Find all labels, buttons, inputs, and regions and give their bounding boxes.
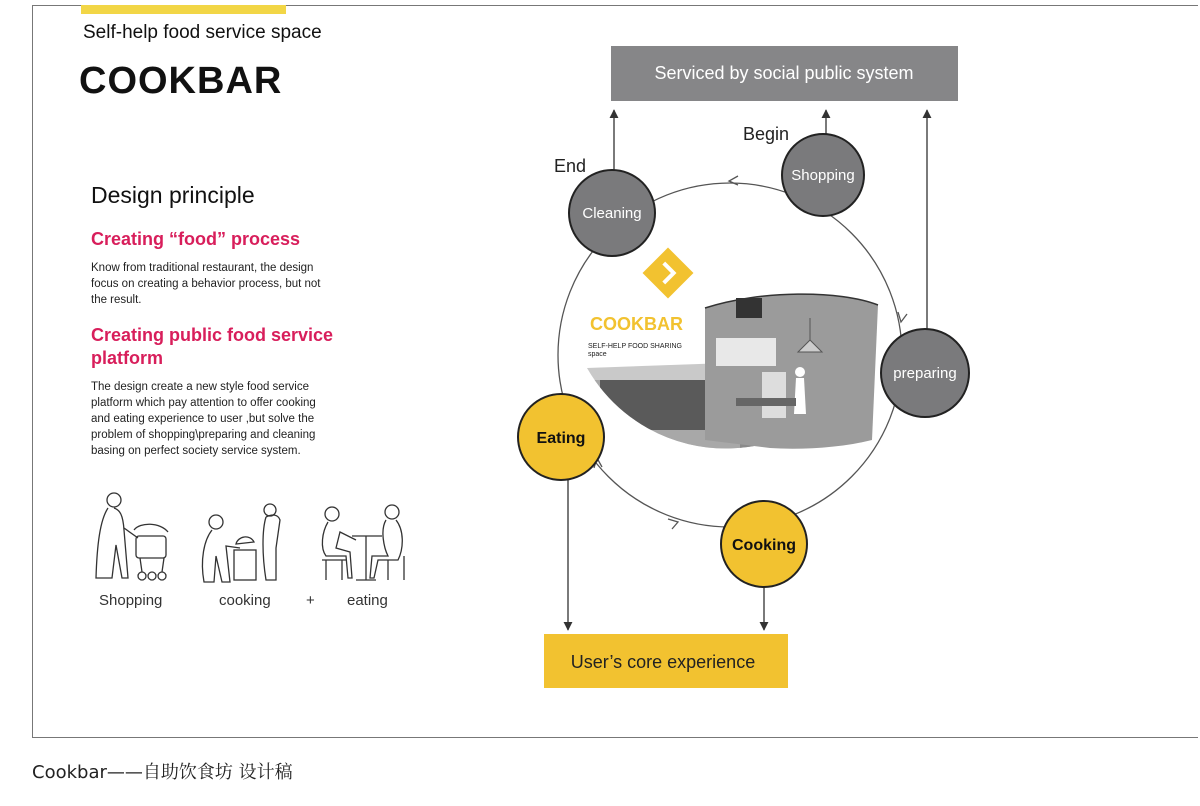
top-box-label: Serviced by social public system (654, 63, 914, 83)
node-cleaning (569, 170, 655, 256)
design-principle-title: Design principle (91, 182, 255, 208)
section2-body-line: platform which pay attention to offer cooking (91, 397, 316, 409)
node-eating (518, 394, 604, 480)
node-shopping (782, 134, 864, 216)
node-cooking-label: Cooking (732, 537, 796, 554)
center-logo-tagline: SELF-HELP FOOD SHARING (588, 343, 683, 350)
section1-heading-line: Creating “food” process (91, 229, 301, 249)
node-cooking (721, 501, 807, 587)
node-cleaning-label: Cleaning (582, 205, 642, 222)
eating-figure-icon (322, 505, 404, 580)
figure-caption-shopping: Shopping (99, 592, 163, 609)
image-caption: Cookbar——自助饮食坊 设计稿 (32, 762, 293, 783)
brand-title: COOKBAR (79, 60, 283, 102)
cookbar-logo-icon (643, 248, 694, 299)
begin-label: Begin (743, 124, 790, 144)
figure-caption-plus: + (306, 592, 315, 609)
figure-caption-eating: eating (347, 592, 388, 609)
cycle-arrowhead-icon (668, 519, 678, 529)
center-logo-tagline: space (588, 351, 607, 358)
bottom-box-label: User’s core experience (570, 652, 756, 672)
section2-body-line: and eating experience to user ,but solve the (91, 413, 315, 425)
section1-body-line: Know from traditional restaurant, the design (91, 262, 314, 274)
section2-body-line: problem of shopping\preparing and cleaning (91, 429, 316, 441)
shopping-figure-icon (96, 493, 168, 580)
poster-subtitle: Self-help food service space (83, 22, 322, 43)
figure-caption-cooking: cooking (219, 592, 271, 609)
cycle-arrowhead-icon (898, 312, 907, 322)
node-preparing (881, 329, 969, 417)
center-logo-text: COOKBAR (590, 314, 683, 334)
people-illustrations (96, 493, 404, 582)
node-shopping-label: Shopping (791, 167, 855, 184)
section2-body-line: basing on perfect society service system. (91, 445, 301, 457)
center-illustration (580, 248, 880, 500)
section2-body-line: The design create a new style food service (91, 381, 309, 393)
section1-body-line: the result. (91, 294, 142, 306)
end-label: End (554, 156, 587, 176)
section2-heading-line: Creating public food service (91, 325, 334, 345)
node-preparing-label: preparing (893, 365, 957, 382)
node-eating-label: Eating (536, 430, 586, 447)
cooking-figure-icon (202, 504, 280, 582)
section2-heading-line: platform (91, 348, 163, 368)
section1-body-line: focus on creating a behavior process, but not (91, 278, 321, 290)
